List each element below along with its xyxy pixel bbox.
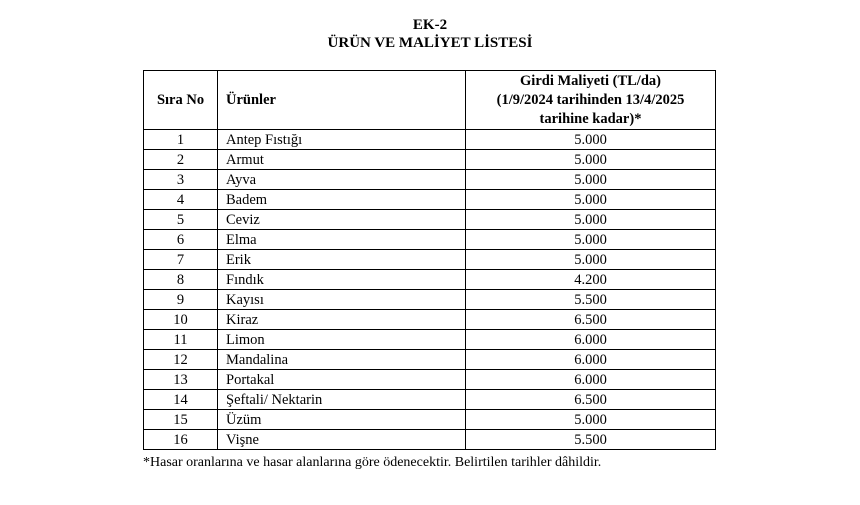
input-cost: 6.500 — [466, 310, 716, 330]
table-row — [144, 390, 716, 410]
row-number: 1 — [144, 130, 218, 150]
row-number: 13 — [144, 370, 218, 390]
input-cost: 5.000 — [466, 150, 716, 170]
row-number: 11 — [144, 330, 218, 350]
product-name: Badem — [218, 190, 466, 210]
header-girdi-maliyeti — [466, 71, 716, 130]
row-number: 7 — [144, 250, 218, 270]
row-number: 4 — [144, 190, 218, 210]
input-cost: 5.000 — [466, 250, 716, 270]
table-row — [144, 170, 716, 190]
table-row — [144, 190, 716, 210]
input-cost: 5.500 — [466, 290, 716, 310]
input-cost: 6.000 — [466, 350, 716, 370]
product-name: Mandalina — [218, 350, 466, 370]
product-cost-table — [143, 70, 716, 450]
product-name: Erik — [218, 250, 466, 270]
table-row — [144, 330, 716, 350]
product-name: Ceviz — [218, 210, 466, 230]
product-name: Fındık — [218, 270, 466, 290]
input-cost: 6.000 — [466, 330, 716, 350]
table-row — [144, 210, 716, 230]
header-urunler: Ürünler — [218, 71, 466, 130]
input-cost: 4.200 — [466, 270, 716, 290]
header-sira-no: Sıra No — [144, 71, 218, 130]
input-cost: 6.500 — [466, 390, 716, 410]
table-row — [144, 430, 716, 450]
table-header-row — [144, 71, 716, 130]
table-row — [144, 270, 716, 290]
footnote: *Hasar oranlarına ve hasar alanlarına göre ödenecektir. Belirtilen tarihler dâhildir. — [143, 455, 602, 470]
input-cost: 5.000 — [466, 170, 716, 190]
table-row — [144, 250, 716, 270]
product-name: Antep Fıstığı — [218, 130, 466, 150]
row-number: 15 — [144, 410, 218, 430]
table-row — [144, 130, 716, 150]
product-name: Kiraz — [218, 310, 466, 330]
row-number: 10 — [144, 310, 218, 330]
input-cost: 5.000 — [466, 190, 716, 210]
document-title: ÜRÜN VE MALİYET LİSTESİ — [327, 35, 533, 51]
product-name: Şeftali/ Nektarin — [218, 390, 466, 410]
header-cost-line3: tarihine kadar)* — [539, 110, 642, 127]
product-name: Limon — [218, 330, 466, 350]
table-row — [144, 290, 716, 310]
input-cost: 5.000 — [466, 130, 716, 150]
row-number: 16 — [144, 430, 218, 450]
header-cost-line2: (1/9/2024 tarihinden 13/4/2025 — [496, 91, 685, 108]
document-title-annex: EK-2 — [412, 17, 448, 33]
table-row — [144, 410, 716, 430]
row-number: 3 — [144, 170, 218, 190]
row-number: 2 — [144, 150, 218, 170]
table-row — [144, 310, 716, 330]
input-cost: 6.000 — [466, 370, 716, 390]
product-name: Vişne — [218, 430, 466, 450]
product-name: Elma — [218, 230, 466, 250]
table-row — [144, 150, 716, 170]
header-cost-line1: Girdi Maliyeti (TL/da) — [520, 72, 661, 89]
row-number: 9 — [144, 290, 218, 310]
row-number: 12 — [144, 350, 218, 370]
input-cost: 5.000 — [466, 230, 716, 250]
product-name: Armut — [218, 150, 466, 170]
product-name: Üzüm — [218, 410, 466, 430]
input-cost: 5.000 — [466, 210, 716, 230]
row-number: 8 — [144, 270, 218, 290]
product-name: Ayva — [218, 170, 466, 190]
product-name: Kayısı — [218, 290, 466, 310]
table-row — [144, 370, 716, 390]
table-row — [144, 230, 716, 250]
table-row — [144, 350, 716, 370]
row-number: 6 — [144, 230, 218, 250]
input-cost: 5.000 — [466, 410, 716, 430]
row-number: 14 — [144, 390, 218, 410]
input-cost: 5.500 — [466, 430, 716, 450]
product-name: Portakal — [218, 370, 466, 390]
row-number: 5 — [144, 210, 218, 230]
